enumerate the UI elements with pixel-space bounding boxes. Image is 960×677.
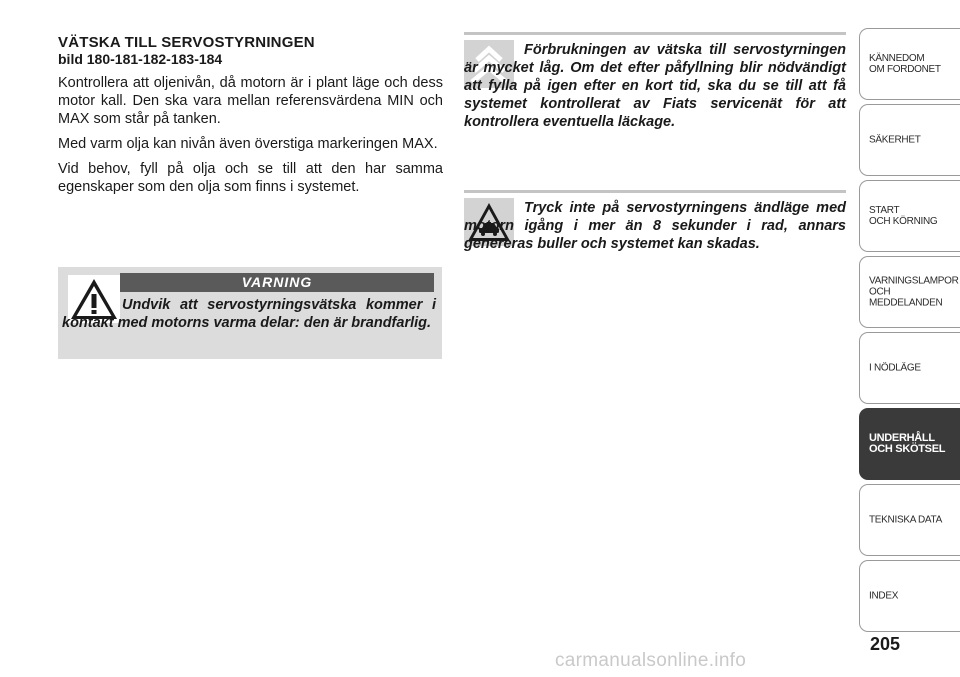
tab-label: KÄNNEDOM OM FORDONET [869,53,941,75]
tab-sakerhet[interactable] [859,104,960,176]
paragraph-1: Kontrollera att oljenivån, då motorn är i plant läge och dess motor kall. Den ska vara mellan referensvärdena MIN och MAX som står på tanken. [58,75,443,127]
tab-label: TEKNISKA DATA [869,514,942,526]
note-steering-limit [464,190,846,290]
warning-label: VARNING [120,273,434,292]
note-text: Tryck inte på servostyrningens ändläge med motorn igång i mer än 8 sekunder i rad, annars genereras buller och systemet kan skadas. [464,200,846,252]
watermark: carmanualsonline.info [555,650,747,671]
tab-label: I NÖDLÄGE [869,362,921,374]
tab-nodlage[interactable] [859,332,960,404]
section-heading: VÄTSKA TILL SERVOSTYRNINGEN [58,34,315,51]
page-number: 205 [870,634,901,654]
warning-box [58,267,442,359]
tab-index[interactable] [859,560,960,632]
divider [464,190,846,193]
figure-reference: bild 180-181-182-183-184 [58,51,223,67]
paragraph-2: Med varm olja kan nivån även överstiga markeringen MAX. [58,136,438,152]
tab-label: INDEX [869,590,899,602]
paragraph-3: Vid behov, fyll på olja och se till att den har samma egenskaper som den olja som finns i systemet. [58,161,443,195]
note-text: Förbrukningen av vätska till servostyrningen är mycket låg. Om det efter påfyllning blir nödvändigt att fylla på igen efter en kort tid, ska du se till att få systemet kontrollerat av Fiats servicenät för att kontrollera eventuella läckage. [464,42,846,130]
tab-varningslampor[interactable] [859,256,960,328]
tab-underhall[interactable] [859,408,960,480]
tab-label: UNDERHÅLL OCH SKÖTSEL [869,432,946,455]
tab-label: VARNINGSLAMPOR OCH MEDDELANDEN [869,275,959,309]
tab-label: SÄKERHET [869,134,921,146]
main-section [58,34,443,203]
note-consumption [464,32,846,162]
warning-text: Undvik att servostyrningsvätska kommer i kontakt med motorns varma delar: den är brandfarlig. [62,297,436,331]
tab-start[interactable] [859,180,960,252]
tab-tekniska-data[interactable] [859,484,960,556]
tab-label: START OCH KÖRNING [869,205,938,227]
tab-kannedom[interactable] [859,28,960,100]
divider [464,32,846,35]
